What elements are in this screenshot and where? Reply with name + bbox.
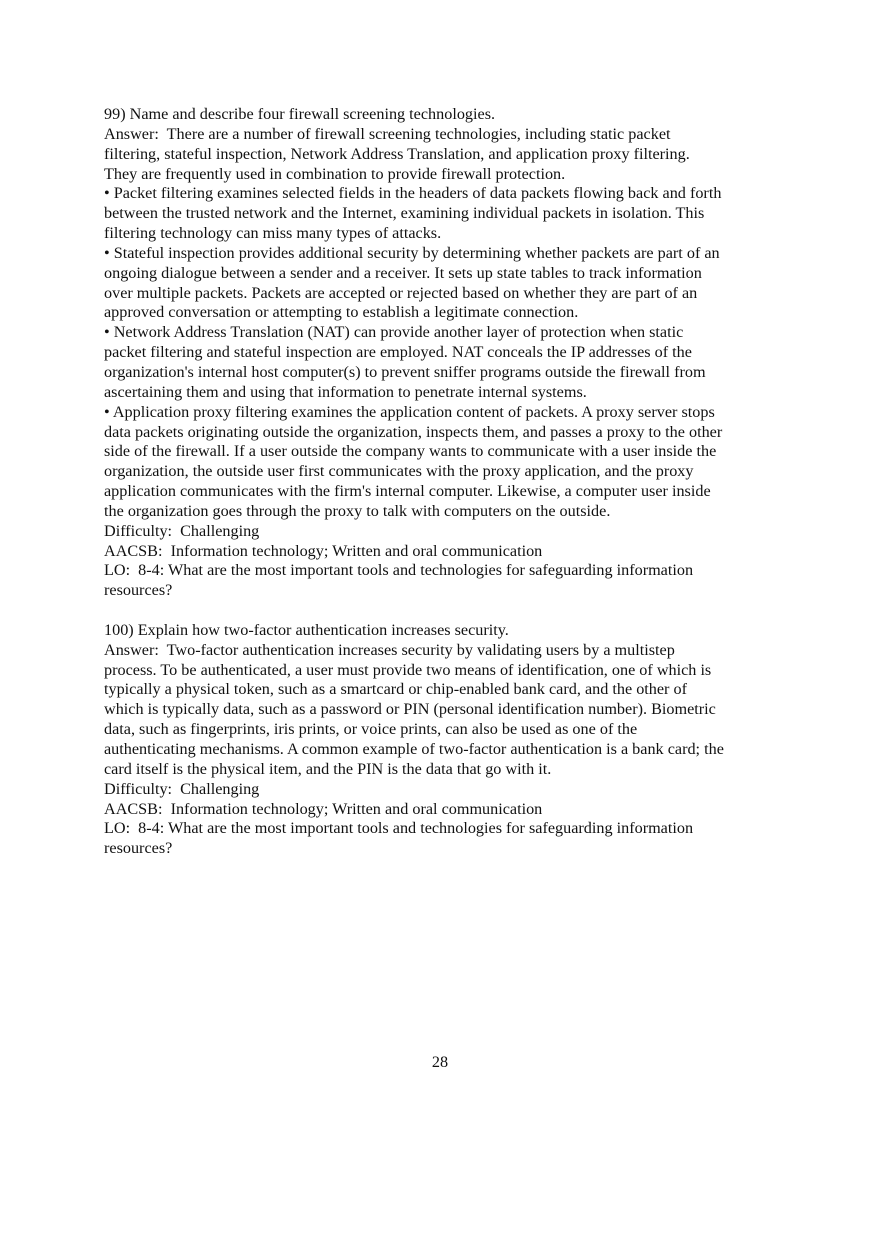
answer-text-line: They are frequently used in combination to provide firewall protection. <box>104 164 566 183</box>
learning-objective-line: resources? <box>104 581 173 600</box>
bullet-stateful-inspection: • Stateful inspection provides additional security by determining whether packets are part of an <box>104 243 720 262</box>
learning-objective-line: LO: 8-4: What are the most important tools and technologies for safeguarding information <box>104 819 694 838</box>
answer-text-line: Answer: Two-factor authentication increases security by validating users by a multistep <box>104 640 675 659</box>
answer-text-line: side of the firewall. If a user outside the company wants to communicate with a user inside the <box>104 442 717 461</box>
question-100 <box>104 621 784 859</box>
answer-text-line: authenticating mechanisms. A common example of two-factor authentication is a bank card; the <box>104 740 724 758</box>
bullet-packet-filtering: • Packet filtering examines selected fields in the headers of data packets flowing back and forth <box>104 184 722 203</box>
answer-text-line: over multiple packets. Packets are accepted or rejected based on whether they are part of an <box>104 283 698 302</box>
document-body <box>104 105 784 859</box>
answer-text-line: ongoing dialogue between a sender and a receiver. It sets up state tables to track information <box>104 263 702 282</box>
answer-text-line: card itself is the physical item, and the PIN is the data that go with it. <box>104 759 552 778</box>
bullet-application-proxy: • Application proxy filtering examines the application content of packets. A proxy server stops <box>104 402 715 421</box>
answer-text-line: filtering, stateful inspection, Network Address Translation, and application proxy filtering. <box>104 144 690 163</box>
learning-objective-line: resources? <box>104 839 173 858</box>
page-number: 28 <box>431 1053 449 1071</box>
bullet-nat: • Network Address Translation (NAT) can provide another layer of protection when static <box>104 323 684 342</box>
answer-text-line: Answer: There are a number of firewall screening technologies, including static packet <box>104 124 671 143</box>
question-99-title: 99) Name and describe four firewall screening technologies. <box>104 105 496 123</box>
difficulty-line: Difficulty: Challenging <box>104 779 260 798</box>
answer-text-line: packet filtering and stateful inspection are employed. NAT conceals the IP addresses of the <box>104 343 692 362</box>
answer-text-line: approved conversation or attempting to establish a legitimate connection. <box>104 303 579 322</box>
answer-text-line: filtering technology can miss many types of attacks. <box>104 224 442 243</box>
answer-text-line: the organization goes through the proxy to talk with computers on the outside. <box>104 501 611 520</box>
answer-text-line: between the trusted network and the Internet, examining individual packets in isolation. This <box>104 204 705 223</box>
answer-text-line: organization, the outside user first communicates with the proxy application, and the proxy <box>104 462 694 481</box>
question-99 <box>104 105 784 601</box>
difficulty-line: Difficulty: Challenging <box>104 521 260 540</box>
answer-text-line: which is typically data, such as a password or PIN (personal identification number). Biometric <box>104 700 716 719</box>
answer-text-line: data packets originating outside the organization, inspects them, and passes a proxy to the other <box>104 422 723 441</box>
answer-text-line: organization's internal host computer(s) to prevent sniffer programs outside the firewall from <box>104 362 706 381</box>
answer-text-line: typically a physical token, such as a smartcard or chip-enabled bank card, and the other of <box>104 680 687 699</box>
aacsb-line: AACSB: Information technology; Written and oral communication <box>104 799 543 818</box>
answer-text-line: application communicates with the firm's internal computer. Likewise, a computer user inside <box>104 482 711 501</box>
answer-text-line: process. To be authenticated, a user must provide two means of identification, one of which is <box>104 660 712 679</box>
learning-objective-line: LO: 8-4: What are the most important tools and technologies for safeguarding information <box>104 561 694 580</box>
answer-text-line: ascertaining them and using that information to penetrate internal systems. <box>104 382 587 401</box>
answer-text-line: data, such as fingerprints, iris prints, or voice prints, can also be used as one of the <box>104 720 638 739</box>
question-100-title: 100) Explain how two-factor authentication increases security. <box>104 620 509 639</box>
aacsb-line: AACSB: Information technology; Written and oral communication <box>104 541 543 560</box>
question-separator <box>104 601 784 621</box>
